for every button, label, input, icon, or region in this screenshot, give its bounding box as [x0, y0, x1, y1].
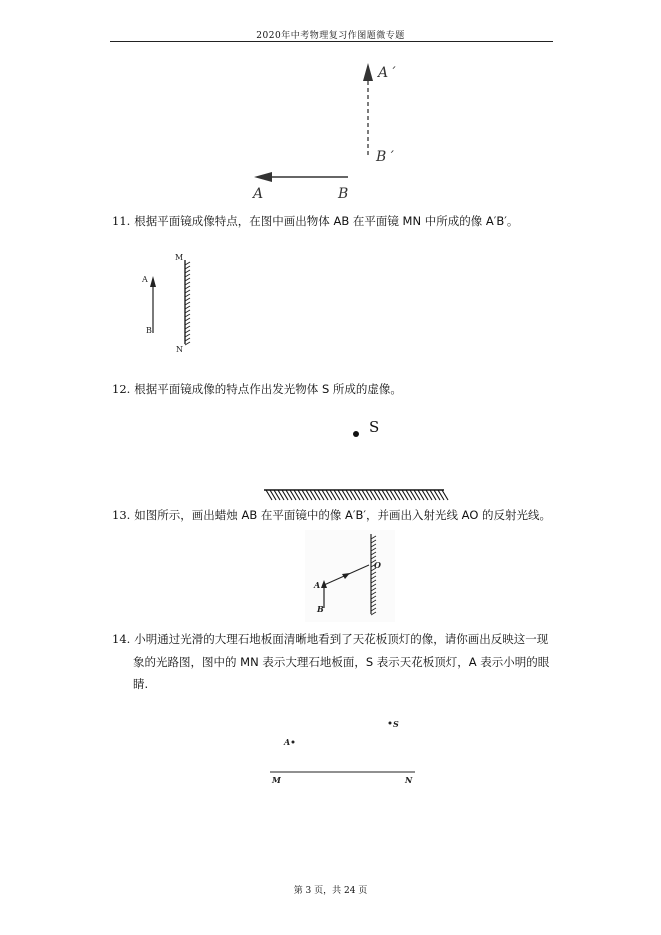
hatch-mark	[185, 338, 190, 341]
page-header: 2020年中考物理复习作图题微专题	[256, 31, 405, 41]
figure-12	[258, 412, 450, 502]
label-b-prime: B ′	[376, 149, 394, 165]
question-number: 11.	[112, 214, 131, 228]
hatch-mark	[185, 290, 190, 293]
question-11	[112, 210, 518, 232]
hatch-mark	[185, 306, 190, 309]
hatch-mark	[185, 274, 190, 277]
hatch-mark	[185, 298, 190, 301]
question-text: 根据平面镜成像特点，在图中画出物体 AB 在平面镜 MN 中所成的像 A′B′。	[134, 214, 519, 228]
label-a: A	[284, 737, 291, 747]
figure-14	[265, 712, 425, 792]
hatch-mark	[185, 302, 190, 305]
label-b: B	[338, 186, 349, 202]
question-number: 14.	[112, 632, 131, 646]
label-a-prime: A ′	[378, 65, 396, 81]
label-s: S	[369, 418, 380, 436]
question-number: 13.	[112, 508, 131, 522]
hatch-mark	[185, 342, 190, 345]
hatch-mark	[185, 310, 190, 313]
hatch-mark	[185, 278, 190, 281]
label-a: A	[142, 275, 148, 284]
label-n: N	[405, 775, 413, 785]
label-o: O	[374, 560, 381, 570]
question-number: 12.	[112, 382, 131, 396]
point-a	[292, 741, 295, 744]
hatch-mark	[185, 262, 190, 265]
hatch-mark	[185, 282, 190, 285]
hatch-mark	[185, 330, 190, 333]
question-text: 如图所示，画出蜡烛 AB 在平面镜中的像 A′B′，并画出入射光线 AO 的反射光线。	[134, 508, 552, 522]
question-text-line2: 象的光路图，图中的 MN 表示大理石地板面，S 表示天花板顶灯，A 表示小明的眼	[133, 654, 550, 669]
arrowhead-up-icon	[363, 63, 373, 81]
hatch-mark	[185, 266, 190, 269]
arrowhead-up-icon	[150, 276, 156, 287]
header-divider	[110, 41, 553, 42]
question-text-line3: 睛.	[133, 677, 149, 691]
hatch-mark	[185, 334, 190, 337]
figure-top	[240, 55, 420, 205]
question-12	[112, 378, 402, 400]
hatch-mark	[185, 294, 190, 297]
hatch-mark	[185, 318, 190, 321]
label-m: M	[175, 253, 184, 262]
page-footer: 第 3 页，共 24 页	[293, 886, 368, 896]
question-14	[112, 628, 562, 696]
hatch-mark	[185, 326, 190, 329]
point-s	[353, 431, 359, 437]
label-m: M	[272, 775, 281, 785]
mirror-hatching	[185, 262, 190, 345]
figure-13	[305, 530, 395, 622]
arrowhead-left-icon	[254, 172, 272, 182]
point-s	[389, 722, 392, 725]
figure-11	[135, 248, 205, 358]
label-b: B	[317, 604, 324, 614]
mirror-hatching	[266, 490, 448, 500]
label-b: B	[146, 326, 152, 335]
label-a: A	[253, 186, 264, 202]
hatch-mark	[185, 322, 190, 325]
hatch-mark	[185, 286, 190, 289]
question-13	[112, 504, 551, 526]
hatch-mark	[185, 270, 190, 273]
hatch-mark	[185, 314, 190, 317]
question-text-line1: 小明通过光滑的大理石地板面清晰地看到了天花板顶灯的像，请你画出反映这一现	[134, 632, 549, 646]
label-s: S	[393, 719, 399, 729]
label-n: N	[176, 345, 183, 354]
label-a: A	[314, 580, 321, 590]
question-text: 根据平面镜成像的特点作出发光物体 S 所成的虚像。	[134, 382, 402, 396]
